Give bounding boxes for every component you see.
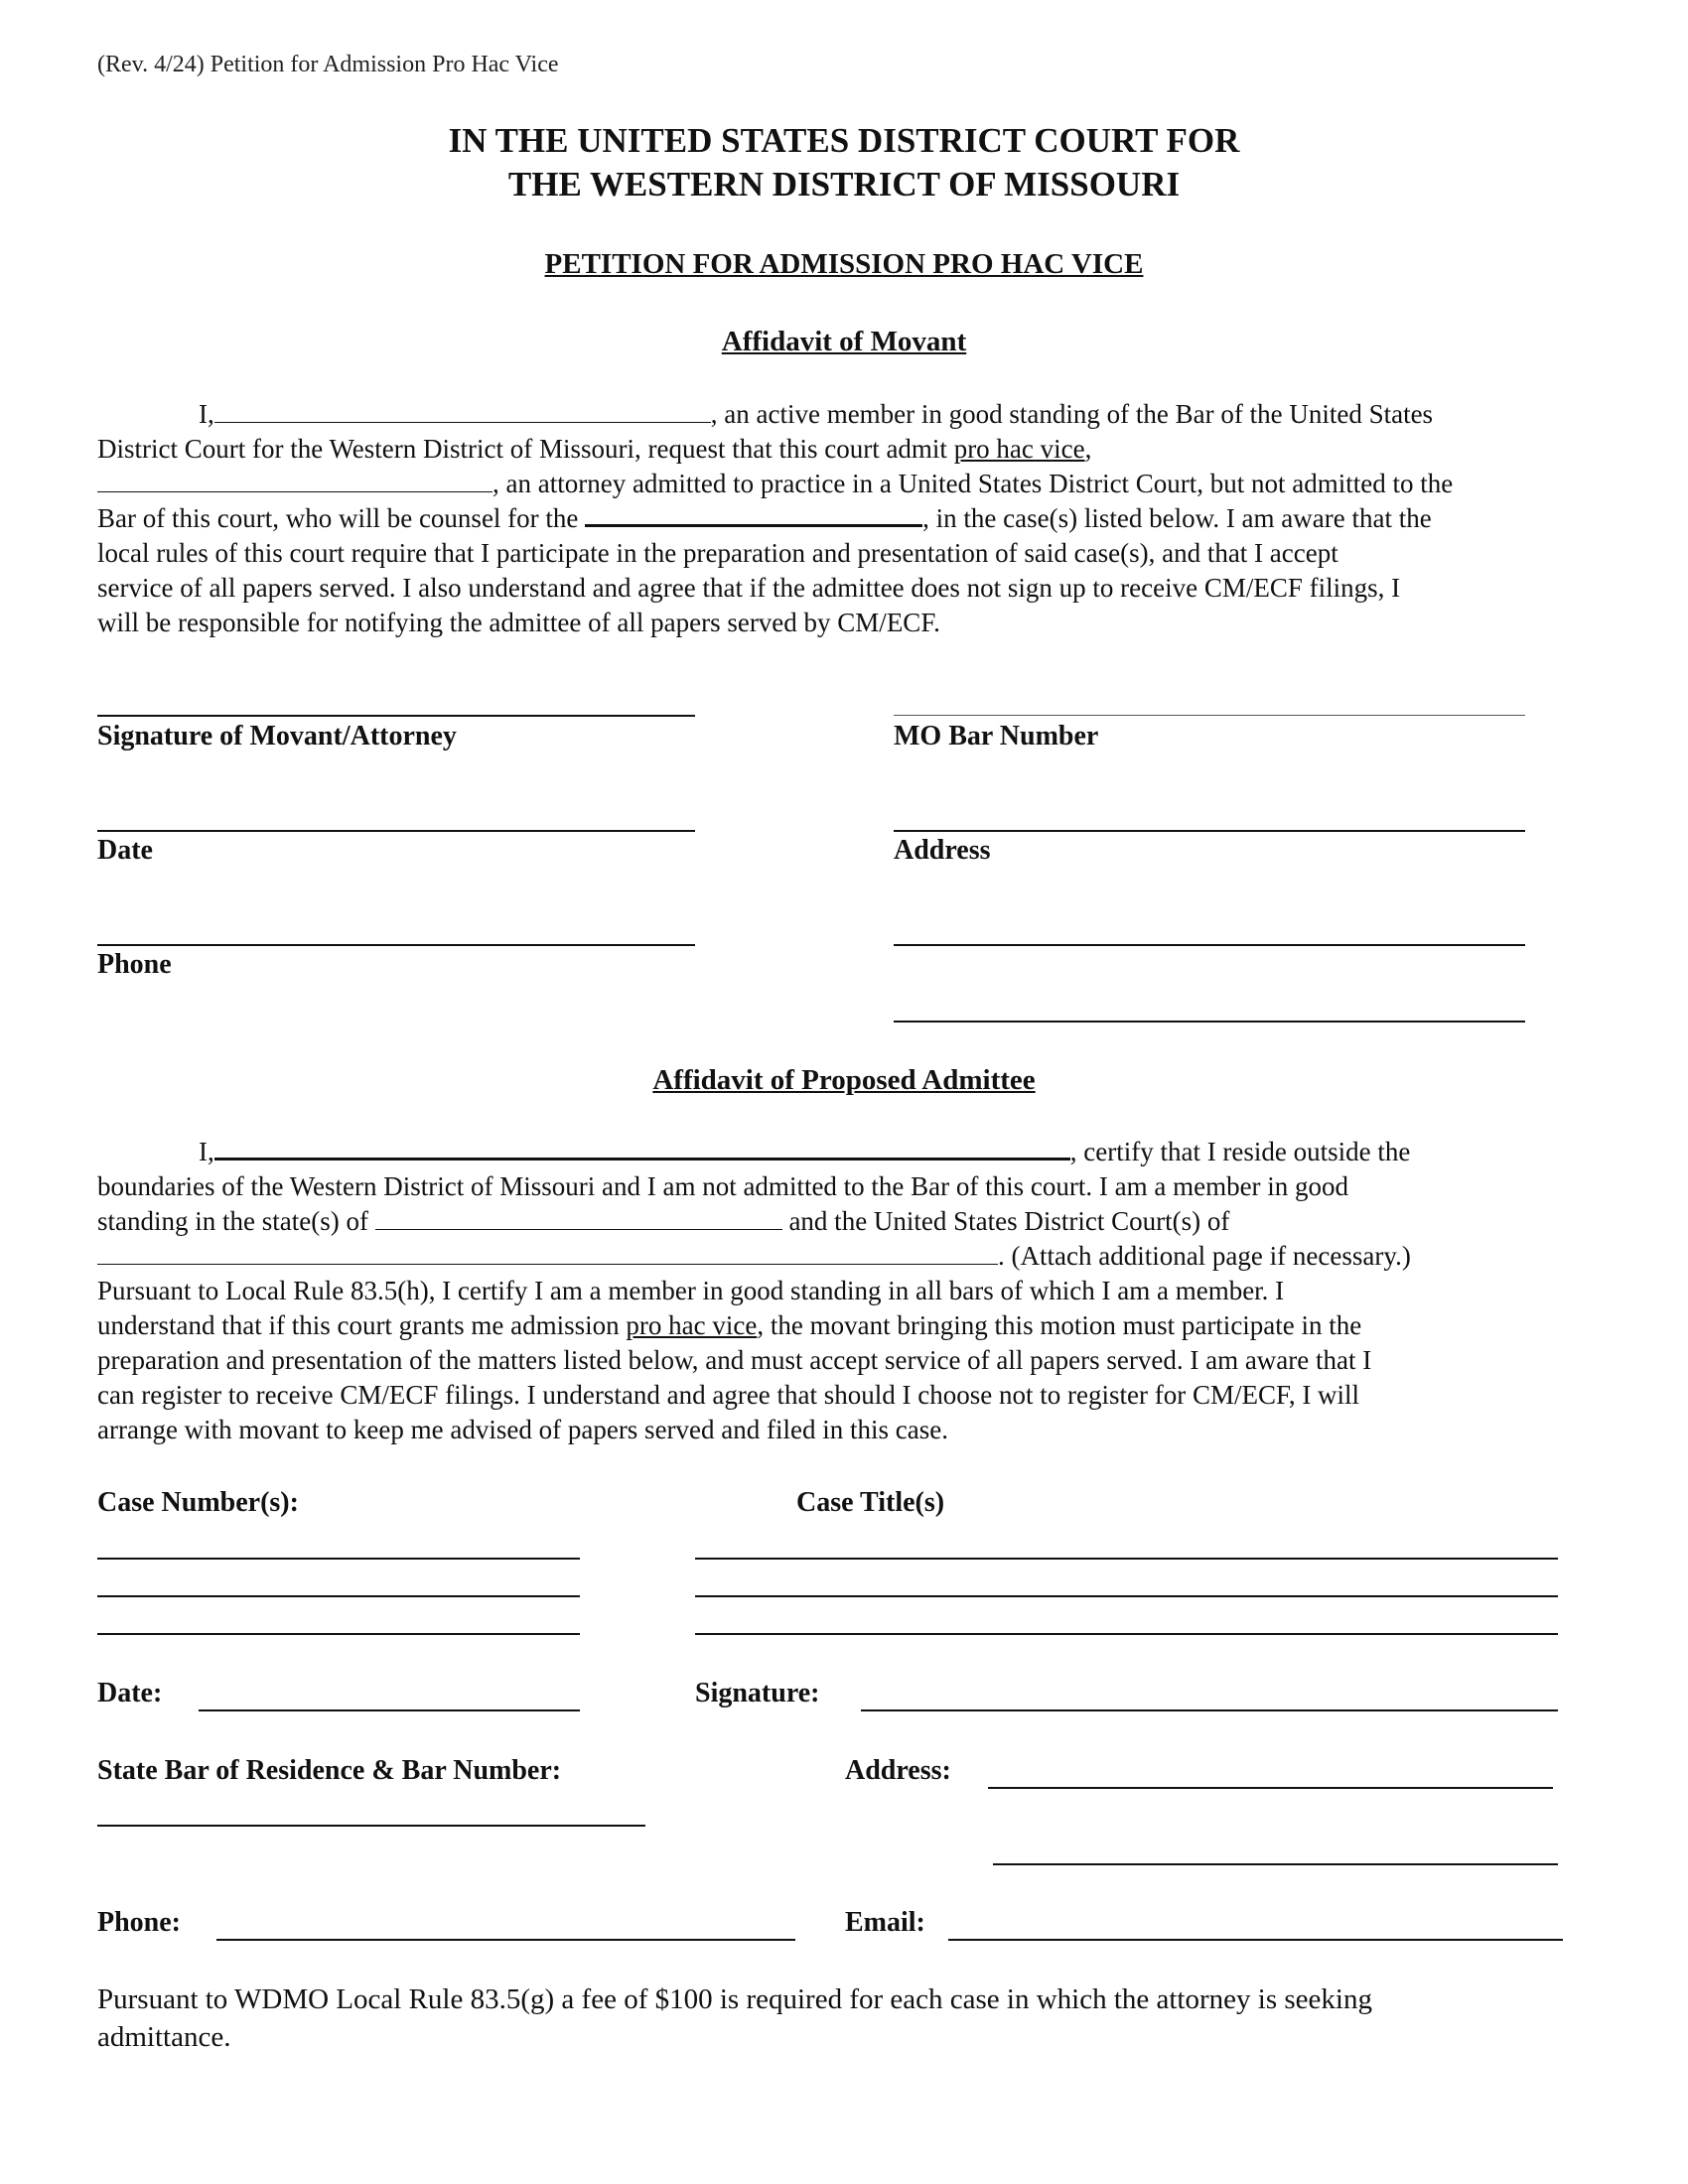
state-bar-line[interactable]: [97, 1825, 645, 1827]
admittee-name-field[interactable]: [214, 1136, 1070, 1160]
signature-line[interactable]: [97, 715, 695, 717]
text: I,: [199, 1137, 214, 1166]
text: I,: [199, 399, 214, 429]
state-bar-label: State Bar of Residence & Bar Number:: [97, 1755, 562, 1786]
court-title-line-2: THE WESTERN DISTRICT OF MISSOURI: [507, 165, 1181, 204]
text: District Court for the Western District of Missouri, request that this court admit: [97, 434, 954, 464]
date-line[interactable]: [97, 830, 695, 832]
admittee-date-line[interactable]: [199, 1709, 580, 1711]
text: Bar of this court, who will be counsel for the: [97, 503, 586, 533]
movant-line-3: [97, 467, 1453, 501]
admittee-phone-line[interactable]: [216, 1939, 795, 1941]
movant-line-1: [199, 397, 1433, 432]
movant-line-7: will be responsible for notifying the admittee of all papers served by CM/ECF.: [97, 608, 940, 637]
admittee-line-5: Pursuant to Local Rule 83.5(h), I certify I am a member in good standing in all bars of which I am a member. I: [97, 1276, 1285, 1305]
admittee-phone-label: Phone:: [97, 1907, 181, 1938]
text: , the movant bringing this motion must participate in the: [757, 1310, 1362, 1340]
text: standing in the state(s) of: [97, 1206, 375, 1236]
petition-heading: PETITION FOR ADMISSION PRO HAC VICE: [544, 248, 1144, 280]
phone-label: Phone: [97, 949, 172, 980]
text: , in the case(s) listed below. I am aware that the: [922, 503, 1432, 533]
admittee-line-8: can register to receive CM/ECF filings. I understand and agree that should I choose not to register for CM/ECF, I will: [97, 1380, 1360, 1410]
text: . (Attach additional page if necessary.): [998, 1241, 1411, 1271]
admittee-line-3: [97, 1204, 1229, 1239]
movant-line-6: service of all papers served. I also understand and agree that if the admittee does not sign up to receive CM/ECF filings, I: [97, 573, 1401, 603]
case-title-line-3[interactable]: [695, 1633, 1558, 1635]
text: , an attorney admitted to practice in a United States District Court, but not admitted to the: [492, 469, 1454, 498]
text: understand that if this court grants me admission: [97, 1310, 627, 1340]
mo-bar-number-label: MO Bar Number: [894, 721, 1099, 751]
case-number-line-2[interactable]: [97, 1595, 580, 1597]
admittee-address-line-2[interactable]: [993, 1863, 1558, 1865]
admittee-line-2: boundaries of the Western District of Missouri and I am not admitted to the Bar of this court. I am a member in good: [97, 1171, 1349, 1201]
admittee-line-1: [199, 1135, 1410, 1169]
admittee-address-label: Address:: [845, 1755, 951, 1786]
case-title-line-2[interactable]: [695, 1595, 1558, 1597]
case-numbers-label: Case Number(s):: [97, 1487, 299, 1518]
mo-bar-number-line[interactable]: [894, 715, 1525, 716]
movant-name-field[interactable]: [214, 400, 711, 423]
form-revision-header: (Rev. 4/24) Petition for Admission Pro Hac Vice: [97, 52, 559, 77]
court-title-line-1: IN THE UNITED STATES DISTRICT COURT FOR: [448, 121, 1240, 160]
case-number-line-3[interactable]: [97, 1633, 580, 1635]
address-line-3[interactable]: [894, 1021, 1525, 1023]
admittee-signature-line[interactable]: [861, 1709, 1558, 1711]
states-field[interactable]: [375, 1207, 782, 1230]
movant-line-5: local rules of this court require that I participate in the preparation and presentation of said case(s), and that I accept: [97, 538, 1338, 568]
admittee-affidavit-heading: Affidavit of Proposed Admittee: [652, 1064, 1036, 1096]
text: , an active member in good standing of the Bar of the United States: [710, 399, 1434, 429]
admittee-line-7: preparation and presentation of the matters listed below, and must accept service of all papers served. I am aware that I: [97, 1345, 1372, 1375]
district-courts-field[interactable]: [97, 1242, 998, 1265]
admittee-email-line[interactable]: [948, 1939, 1563, 1941]
pro-hac-vice-text: pro hac vice: [953, 434, 1085, 464]
signature-label: Signature of Movant/Attorney: [97, 721, 457, 751]
pro-hac-vice-text: pro hac vice: [626, 1310, 758, 1340]
admittee-line-4: [97, 1239, 1411, 1274]
text: ,: [1084, 434, 1092, 464]
address-line-2[interactable]: [894, 944, 1525, 946]
party-field[interactable]: [585, 502, 922, 527]
admittee-address-line-1[interactable]: [988, 1787, 1553, 1789]
fee-notice-line-1: Pursuant to WDMO Local Rule 83.5(g) a fee of $100 is required for each case in which the attorney is seeking: [97, 1983, 1372, 2015]
movant-line-4: [97, 501, 1432, 536]
address-label: Address: [894, 835, 991, 866]
admittee-date-label: Date:: [97, 1678, 163, 1708]
admittee-line-9: arrange with movant to keep me advised of papers served and filed in this case.: [97, 1415, 948, 1444]
admittee-name-field[interactable]: [97, 470, 492, 492]
text: and the United States District Court(s) of: [781, 1206, 1230, 1236]
fee-notice-line-2: admittance.: [97, 2021, 231, 2053]
admittee-line-6: [97, 1308, 1361, 1343]
movant-affidavit-heading: Affidavit of Movant: [721, 326, 967, 357]
date-label: Date: [97, 835, 153, 866]
phone-line[interactable]: [97, 944, 695, 946]
case-number-line-1[interactable]: [97, 1558, 580, 1560]
address-line-1[interactable]: [894, 830, 1525, 832]
text: , certify that I reside outside the: [1069, 1137, 1411, 1166]
case-titles-label: Case Title(s): [796, 1487, 945, 1518]
movant-line-2: [97, 432, 1091, 467]
admittee-email-label: Email:: [845, 1907, 925, 1938]
case-title-line-1[interactable]: [695, 1558, 1558, 1560]
admittee-signature-label: Signature:: [695, 1678, 820, 1708]
